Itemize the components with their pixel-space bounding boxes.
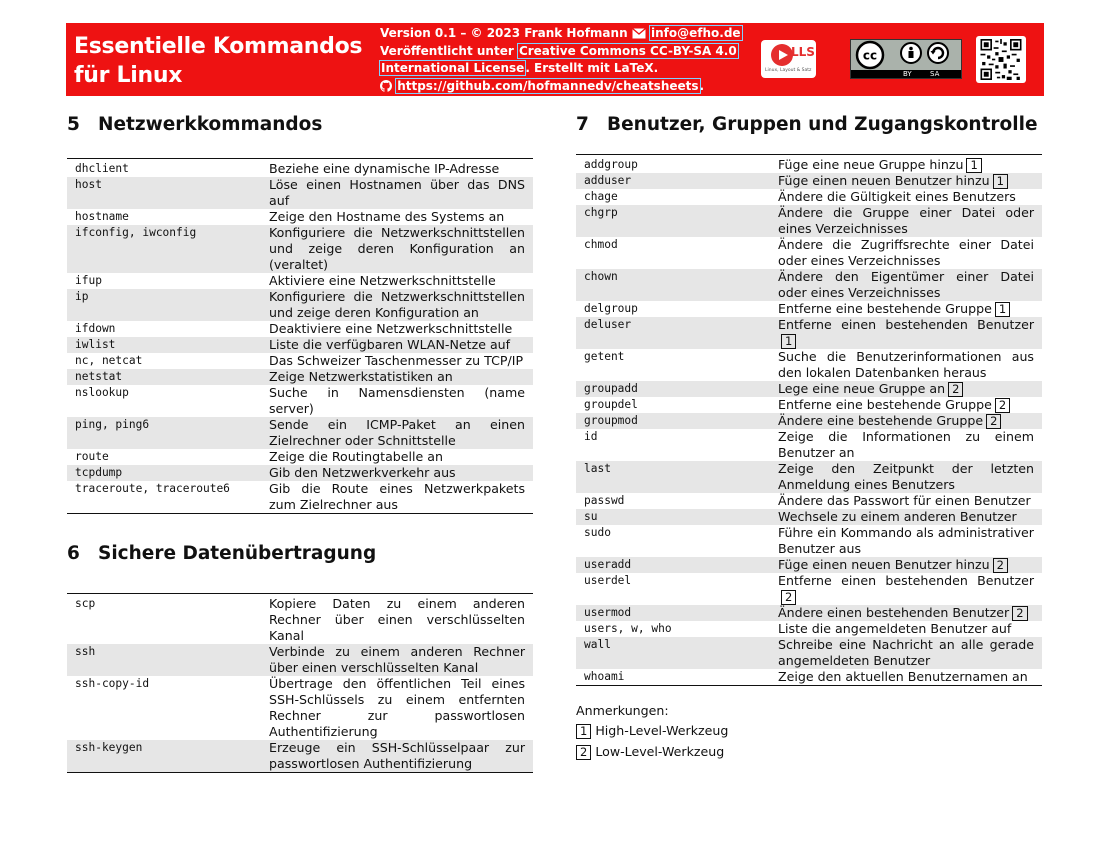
table-row bbox=[576, 397, 1042, 413]
notes-legend bbox=[576, 702, 728, 762]
command-description bbox=[261, 385, 533, 417]
table-row bbox=[576, 173, 1042, 189]
command-description bbox=[770, 637, 1042, 669]
description-text: Ändere eine bestehende Gruppe bbox=[778, 413, 984, 428]
header-banner bbox=[66, 23, 1044, 96]
table-row bbox=[576, 573, 1042, 605]
description-text: Kopiere Daten zu einem anderen Rechner über einen verschlüsselten Kanal bbox=[269, 596, 525, 643]
table-row bbox=[67, 644, 533, 676]
command-description bbox=[261, 321, 533, 337]
section-title-sichere-uebertragung bbox=[67, 543, 376, 564]
document-title: Essentielle Kommandos für Linux bbox=[74, 34, 363, 88]
description-text: Deaktiviere eine Netzwerkschnittstelle bbox=[269, 321, 513, 336]
description-text: Ändere einen bestehenden Benutzer bbox=[778, 605, 1010, 620]
description-text: Liste die verfügbaren WLAN-Netze auf bbox=[269, 337, 511, 352]
description-text: Das Schweizer Taschenmesser zu TCP/IP bbox=[269, 353, 524, 368]
license-link-continued[interactable]: International License bbox=[381, 61, 525, 75]
table-row bbox=[576, 237, 1042, 269]
command-name: nc, netcat bbox=[75, 354, 143, 367]
table-row bbox=[67, 337, 533, 353]
command-name: ifup bbox=[75, 274, 102, 287]
command-name: iwlist bbox=[67, 337, 261, 353]
section-number: 6 bbox=[67, 543, 80, 564]
command-description bbox=[770, 493, 1042, 509]
tool-level-tag: 2 bbox=[781, 590, 796, 605]
note-label: High-Level-Werkzeug bbox=[595, 723, 729, 738]
cc-license-badge[interactable] bbox=[850, 39, 962, 79]
description-text: Verbinde zu einem anderen Rechner über einen verschlüsselten Kanal bbox=[269, 644, 525, 675]
command-name: hostname bbox=[75, 210, 129, 223]
lls-logo-subtitle: Linux, Layout & Satz bbox=[765, 68, 812, 73]
section-title-netzwerk bbox=[67, 114, 322, 135]
license-link[interactable]: Creative Commons CC-BY-SA 4.0 bbox=[518, 43, 737, 58]
table-row bbox=[576, 637, 1042, 669]
cc-sa-label: SA bbox=[930, 70, 940, 78]
command-description bbox=[770, 461, 1042, 493]
table-row bbox=[67, 481, 533, 514]
command-description bbox=[261, 417, 533, 449]
cc-icon bbox=[851, 40, 961, 70]
lls-logo bbox=[761, 40, 816, 78]
tool-level-tag: 1 bbox=[995, 302, 1010, 317]
description-text: Füge einen neuen Benutzer hinzu bbox=[778, 173, 990, 188]
command-description bbox=[261, 225, 533, 273]
command-name: ssh-keygen bbox=[67, 740, 261, 773]
table-row bbox=[576, 557, 1042, 573]
table-row bbox=[67, 209, 533, 225]
table-row bbox=[576, 189, 1042, 205]
note-tag: 2 bbox=[576, 745, 591, 760]
tool-level-tag: 1 bbox=[781, 334, 796, 349]
command-description bbox=[770, 573, 1042, 605]
published-prefix: Veröffentlicht unter bbox=[380, 43, 514, 58]
envelope-icon bbox=[632, 28, 646, 39]
description-text: Konfiguriere die Netzwerkschnittstellen und zeige deren Konfiguration an bbox=[269, 289, 525, 320]
tool-level-tag: 2 bbox=[1012, 606, 1027, 621]
command-description bbox=[770, 205, 1042, 237]
command-name: groupadd bbox=[576, 381, 770, 397]
command-description bbox=[261, 289, 533, 321]
command-name: su bbox=[576, 509, 770, 525]
command-description bbox=[770, 429, 1042, 461]
command-name: deluser bbox=[576, 317, 770, 349]
table-row bbox=[576, 155, 1042, 174]
description-text: Schreibe eine Nachricht an alle gerade angemeldeten Benutzer bbox=[778, 637, 1034, 668]
description-text: Aktiviere eine Netzwerkschnittstelle bbox=[269, 273, 496, 288]
description-text: Zeige die Informationen zu einem Benutzer an bbox=[778, 429, 1034, 460]
table-row bbox=[67, 369, 533, 385]
table-row bbox=[576, 317, 1042, 349]
table-row bbox=[67, 449, 533, 465]
section-title-benutzer bbox=[576, 114, 1038, 135]
table-row bbox=[576, 669, 1042, 686]
note-item bbox=[576, 720, 728, 741]
table-row bbox=[576, 461, 1042, 493]
command-description bbox=[770, 509, 1042, 525]
command-name: route bbox=[75, 450, 109, 463]
command-description bbox=[770, 605, 1042, 621]
version-line: Version 0.1 – © 2023 Frank Hofmann bbox=[380, 26, 628, 40]
tool-level-tag: 2 bbox=[986, 414, 1001, 429]
command-name: passwd bbox=[584, 494, 625, 507]
description-text: Füge einen neuen Benutzer hinzu bbox=[778, 557, 990, 572]
description-text: Löse einen Hostnamen über das DNS auf bbox=[269, 177, 525, 208]
repo-suffix: . bbox=[699, 78, 705, 93]
description-text: Ändere die Gültigkeit eines Benutzers bbox=[778, 189, 1016, 204]
table-row bbox=[67, 225, 533, 273]
command-description bbox=[261, 369, 533, 385]
table-row bbox=[576, 413, 1042, 429]
command-description bbox=[770, 397, 1042, 413]
description-text: Liste die angemeldeten Benutzer auf bbox=[778, 621, 1012, 636]
section-heading: Sichere Datenübertragung bbox=[98, 543, 377, 564]
command-name: ifconfig, iwconfig bbox=[67, 225, 261, 273]
description-text: Konfiguriere die Netzwerkschnittstellen und zeige deren Konfiguration an (veraltet) bbox=[269, 225, 525, 272]
table-row bbox=[67, 676, 533, 740]
command-name: useradd bbox=[576, 557, 770, 573]
command-description bbox=[261, 177, 533, 209]
description-text: Gib die Route eines Netzwerkpakets zum Zielrechner aus bbox=[269, 481, 525, 512]
svg-text:cc: cc bbox=[862, 48, 878, 63]
command-name: userdel bbox=[584, 574, 632, 587]
table-row bbox=[67, 289, 533, 321]
table-row bbox=[67, 385, 533, 417]
table-row bbox=[576, 269, 1042, 301]
command-description bbox=[261, 465, 533, 481]
command-description bbox=[261, 353, 533, 369]
command-name: netstat bbox=[67, 369, 261, 385]
command-name: sudo bbox=[584, 526, 611, 539]
command-name: ifdown bbox=[75, 322, 116, 335]
description-text: Zeige Netzwerkstatistiken an bbox=[269, 369, 453, 384]
table-row bbox=[576, 301, 1042, 317]
command-name: wall bbox=[576, 637, 770, 669]
table-row bbox=[67, 465, 533, 481]
command-description bbox=[770, 621, 1042, 637]
cc-by-label: BY bbox=[903, 70, 912, 78]
header-info bbox=[380, 25, 760, 95]
command-name: traceroute, traceroute6 bbox=[75, 482, 230, 495]
description-text: Erzeuge ein SSH-Schlüsselpaar zur passwortlosen Authentifizierung bbox=[269, 740, 525, 771]
description-text: Füge eine neue Gruppe hinzu bbox=[778, 157, 964, 172]
github-icon bbox=[380, 80, 392, 92]
command-name: getent bbox=[584, 350, 625, 363]
table-row bbox=[576, 525, 1042, 557]
description-text: Entferne eine bestehende Gruppe bbox=[778, 301, 992, 316]
table-row bbox=[67, 740, 533, 773]
description-text: Suche die Benutzerinformationen aus den lokalen Datenbanken heraus bbox=[778, 349, 1034, 380]
command-name: ssh-copy-id bbox=[75, 677, 150, 690]
section-heading: Netzwerkkommandos bbox=[98, 114, 323, 135]
command-description bbox=[770, 413, 1042, 429]
tool-level-tag: 2 bbox=[948, 382, 963, 397]
description-text: Gib den Netzwerkverkehr aus bbox=[269, 465, 456, 480]
command-description bbox=[770, 669, 1042, 686]
note-tag: 1 bbox=[576, 724, 591, 739]
description-text: Ändere den Eigentümer einer Datei oder eines Verzeichnisses bbox=[778, 269, 1034, 300]
table-row bbox=[67, 273, 533, 289]
command-description bbox=[261, 644, 533, 676]
description-text: Zeige den aktuellen Benutzernamen an bbox=[778, 669, 1028, 684]
command-name: groupdel bbox=[584, 398, 638, 411]
command-name: addgroup bbox=[584, 158, 638, 171]
command-description bbox=[770, 269, 1042, 301]
description-text: Beziehe eine dynamische IP-Adresse bbox=[269, 161, 500, 176]
table-row bbox=[67, 321, 533, 337]
description-text: Führe ein Kommando als administrativer Benutzer aus bbox=[778, 525, 1034, 556]
table-row bbox=[576, 621, 1042, 637]
table-row bbox=[67, 353, 533, 369]
command-description bbox=[261, 273, 533, 289]
note-label: Low-Level-Werkzeug bbox=[595, 744, 725, 759]
command-name: users, w, who bbox=[584, 622, 672, 635]
command-name: nslookup bbox=[75, 386, 129, 399]
command-name: ip bbox=[67, 289, 261, 321]
note-item bbox=[576, 741, 728, 762]
section-number: 5 bbox=[67, 114, 80, 135]
command-description bbox=[261, 740, 533, 773]
table-row bbox=[576, 349, 1042, 381]
table-row bbox=[576, 429, 1042, 461]
command-description bbox=[770, 557, 1042, 573]
tool-level-tag: 2 bbox=[993, 558, 1008, 573]
description-text: Entferne einen bestehenden Benutzer bbox=[778, 317, 1034, 332]
section-heading: Benutzer, Gruppen und Zugangskontrolle bbox=[607, 114, 1038, 135]
netzwerk-command-table bbox=[67, 158, 533, 514]
command-name: delgroup bbox=[584, 302, 638, 315]
table-row bbox=[576, 509, 1042, 525]
command-description bbox=[770, 525, 1042, 557]
table-row bbox=[576, 493, 1042, 509]
command-description bbox=[770, 173, 1042, 189]
command-description bbox=[261, 481, 533, 514]
command-description bbox=[261, 159, 533, 178]
command-name: chgrp bbox=[576, 205, 770, 237]
command-description bbox=[261, 337, 533, 353]
command-description bbox=[770, 381, 1042, 397]
description-text: Übertrage den öffentlichen Teil eines SSH-Schlüssels zu einem entfernten Rechner zur passwortlosen Authentifizierung bbox=[269, 676, 525, 739]
command-name: tcpdump bbox=[67, 465, 261, 481]
table-row bbox=[67, 177, 533, 209]
command-description bbox=[261, 594, 533, 645]
command-description bbox=[261, 209, 533, 225]
tool-level-tag: 2 bbox=[995, 398, 1010, 413]
description-text: Zeige den Hostname des Systems an bbox=[269, 209, 505, 224]
description-text: Suche in Namensdiensten (name server) bbox=[269, 385, 525, 416]
command-name: last bbox=[576, 461, 770, 493]
repo-link[interactable]: https://github.com/hofmannedv/cheatsheets bbox=[397, 78, 699, 93]
command-name: chmod bbox=[584, 238, 618, 251]
description-text: Ändere das Passwort für einen Benutzer bbox=[778, 493, 1031, 508]
command-name: groupmod bbox=[576, 413, 770, 429]
table-row bbox=[576, 381, 1042, 397]
description-text: Ändere die Gruppe einer Datei oder eines Verzeichnisses bbox=[778, 205, 1034, 236]
command-description bbox=[261, 449, 533, 465]
command-description bbox=[261, 676, 533, 740]
description-text: Lege eine neue Gruppe an bbox=[778, 381, 946, 396]
description-text: Entferne eine bestehende Gruppe bbox=[778, 397, 992, 412]
description-text: Entferne einen bestehenden Benutzer bbox=[778, 573, 1034, 588]
command-name: adduser bbox=[576, 173, 770, 189]
command-name: host bbox=[67, 177, 261, 209]
table-row bbox=[576, 205, 1042, 237]
command-name: whoami bbox=[584, 670, 625, 683]
tool-level-tag: 1 bbox=[993, 174, 1008, 189]
description-text: Sende ein ICMP-Paket an einen Zielrechner oder Schnittstelle bbox=[269, 417, 525, 448]
command-name: ping, ping6 bbox=[67, 417, 261, 449]
command-name: usermod bbox=[576, 605, 770, 621]
description-text: Zeige den Zeitpunkt der letzten Anmeldung eines Benutzers bbox=[778, 461, 1034, 492]
command-name: scp bbox=[75, 597, 96, 610]
command-name: dhclient bbox=[75, 162, 129, 175]
tool-level-tag: 1 bbox=[966, 158, 981, 173]
description-text: Wechsele zu einem anderen Benutzer bbox=[778, 509, 1017, 524]
command-description bbox=[770, 301, 1042, 317]
table-row bbox=[67, 159, 533, 178]
command-name: ssh bbox=[67, 644, 261, 676]
email-link[interactable]: info@efho.de bbox=[651, 26, 741, 40]
command-description bbox=[770, 237, 1042, 269]
description-text: Zeige die Routingtabelle an bbox=[269, 449, 443, 464]
command-description bbox=[770, 349, 1042, 381]
created-with: . Erstellt mit LaTeX. bbox=[525, 61, 659, 75]
lls-logo-text: LLS bbox=[791, 45, 815, 59]
command-name: chage bbox=[584, 190, 618, 203]
description-text: Ändere die Zugriffsrechte einer Datei oder eines Verzeichnisses bbox=[778, 237, 1034, 268]
command-description bbox=[770, 155, 1042, 174]
command-name: chown bbox=[576, 269, 770, 301]
user-command-table bbox=[576, 154, 1042, 686]
secure-transfer-command-table bbox=[67, 593, 533, 773]
table-row bbox=[67, 594, 533, 645]
notes-heading: Anmerkungen: bbox=[576, 703, 669, 718]
command-name: id bbox=[584, 430, 598, 443]
section-number: 7 bbox=[576, 114, 589, 135]
table-row bbox=[67, 417, 533, 449]
table-row bbox=[576, 605, 1042, 621]
command-description bbox=[770, 317, 1042, 349]
command-description bbox=[770, 189, 1042, 205]
qr-code-image bbox=[976, 36, 1026, 83]
